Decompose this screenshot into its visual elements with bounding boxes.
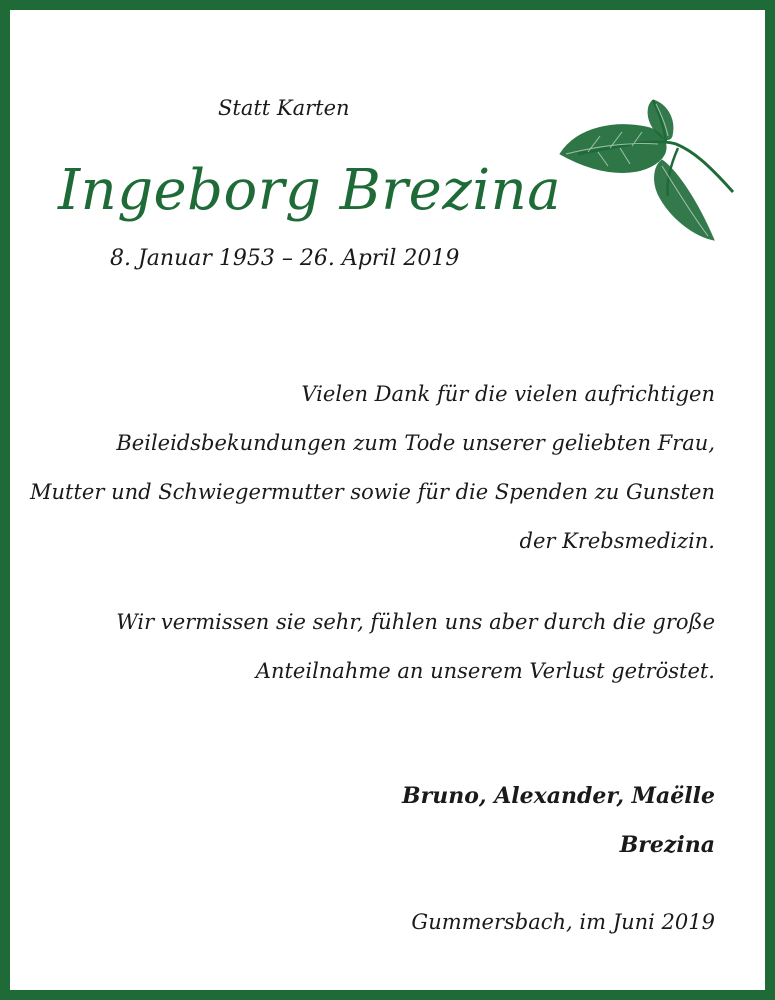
miss-line: Anteilnahme an unserem Verlust getröstet. <box>255 659 715 683</box>
life-dates: 8. Januar 1953 – 26. April 2019 <box>110 246 460 271</box>
thanks-line: Mutter und Schwiegermutter sowie für die Spenden zu Gunsten <box>30 480 715 504</box>
signature <box>402 772 715 870</box>
thanks-line: Vielen Dank für die vielen aufrichtigen <box>301 382 715 406</box>
deceased-name: Ingeborg Brezina <box>58 158 562 223</box>
thanks-paragraph <box>30 370 715 566</box>
place-date: Gummersbach, im Juni 2019 <box>411 910 715 934</box>
leaf-branch-icon <box>558 96 736 246</box>
thanks-line: Beileidsbekundungen zum Tode unserer geliebten Frau, <box>116 431 715 455</box>
miss-paragraph <box>116 598 715 696</box>
signature-line: Brezina <box>619 832 715 858</box>
thanks-line: der Krebsmedizin. <box>519 529 715 553</box>
header-note: Statt Karten <box>218 96 350 120</box>
miss-line: Wir vermissen sie sehr, fühlen uns aber durch die große <box>116 610 715 634</box>
signature-line: Bruno, Alexander, Maëlle <box>402 783 715 809</box>
